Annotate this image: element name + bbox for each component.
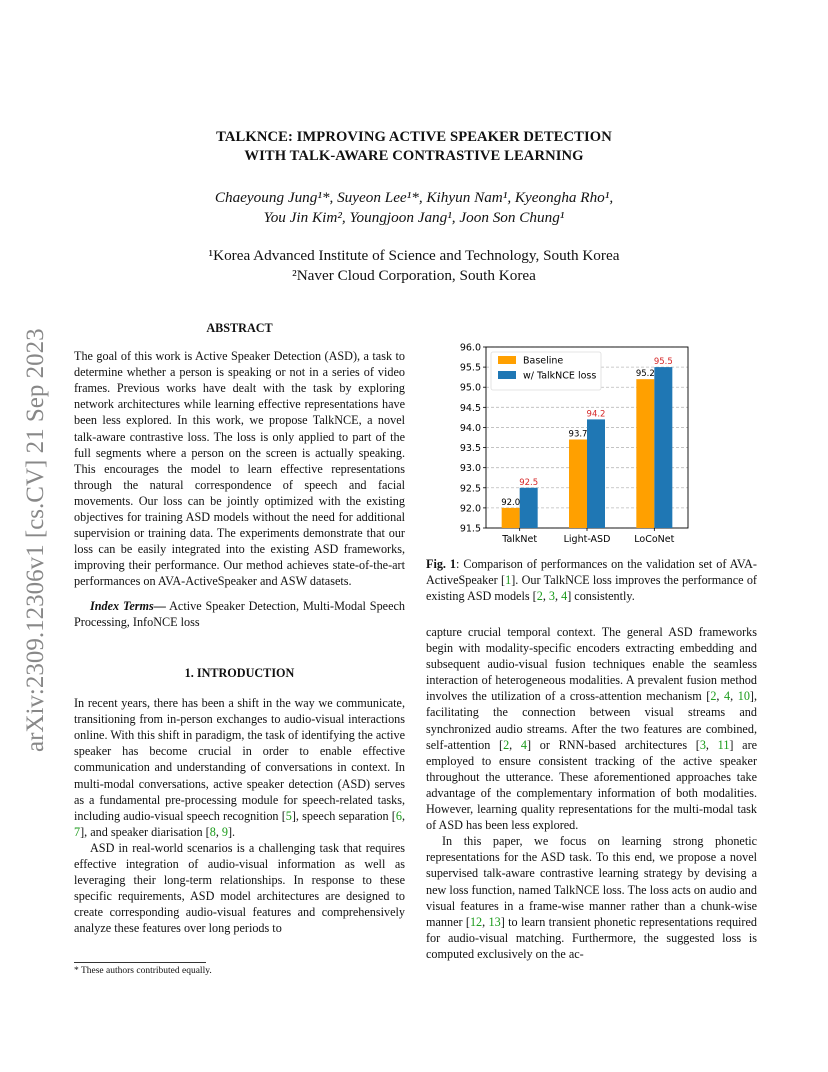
right-paragraph-1: capture crucial temporal context. The general ASD frameworks begin with modality-specific encoders extracting embedding and subsequent audio-visual fusion techniques enable the seamless interaction of heterogeneous modalities. A prevalent fusion method involves the utilization of a cross-attention mechanism [2, 4, 10], facilitating the connection between visual streams and synchronized audio streams. After the two features are combined, self-attention [2, 4] or RNN-based architectures [3, 11] are employed to ensure consistent tracking of the active speaker throughout the utterance. These aforementioned approaches take advantage of the complementary information of both modalities. However, learning quality representations for the multi-modal task of ASD has been less explored. [426,625,758,833]
intro-p1-text-c: ], and speaker diarisation [ [80,824,210,839]
authors [0,188,828,228]
data-label: 92.0 [501,497,521,508]
index-terms-label: Index Terms— [90,598,166,613]
caption-text-a: : Comparison of performances on the validation set of AVA-ActiveSpeaker [ [426,557,757,588]
title-line-1: TALKNCE: IMPROVING ACTIVE SPEAKER DETECTION [216,129,612,145]
index-terms [74,598,405,630]
caption-text-b: ]. Our TalkNCE loss improves the performance of existing ASD models [ [426,573,757,604]
data-label: 95.5 [653,357,673,368]
figure-label: Fig. 1 [426,557,456,571]
y-tick-label: 92.0 [459,503,481,515]
y-tick-label: 93.5 [459,443,481,455]
legend-swatch [498,356,516,364]
y-tick-label: 93.0 [459,463,481,475]
data-label: 95.2 [635,369,655,380]
introduction-section [74,665,405,937]
y-tick-label: 94.5 [459,402,481,414]
intro-p1-text-d: ]. [228,824,236,839]
intro-p1-text-b: ], speech separation [ [291,808,396,823]
affiliation-1: ¹Korea Advanced Institute of Science and Technology, South Korea [208,247,620,264]
citation-r13[interactable]: 13 [488,914,501,929]
legend-label: Baseline [523,355,564,367]
citation-7[interactable]: 7 [74,824,81,839]
bar-baseline [502,508,520,528]
figure-1-chart [426,338,758,548]
arxiv-id: arXiv:2309.12306v1 [cs.CV] 21 Sep 2023 [22,328,49,752]
abstract-section [74,320,405,630]
intro-p1-text-a: In recent years, there has been a shift in the way we communicate, transitioning from in-person exchanges to audio-visual interactions online. With this shift in paradigm, the task of identifying the active speaker has become crucial in order to enable effective communication and understanding of conversations in context. In multi-modal conversations, active speaker detection (ASD) serves as a fundamental pre-processing module for speech-related tasks, including audio-visual speech recognition [ [74,696,405,823]
bar-talknce [520,488,538,528]
intro-heading: 1. INTRODUCTION [184,666,295,680]
right-p1-text-c: ] or RNN-based architectures [ [527,737,700,752]
citation-4[interactable]: 4 [561,589,568,604]
figure-1-caption: Fig. 1: Comparison of performances on the validation set of AVA-ActiveSpeaker [1]. Our TalkNCE loss improves the performance of existing ASD models [2, 3, 4] consistently. [426,557,757,604]
right-column-text [426,624,757,962]
x-tick-label: TalkNet [502,534,538,545]
citation-r10[interactable]: 10 [737,689,750,704]
authors-line-1: Chaeyoung Jung¹*, Suyeon Lee¹*, Kihyun Nam¹, Kyeongha Rho¹, [214,189,614,206]
citation-5[interactable]: 5 [285,808,292,823]
legend-swatch [498,371,516,379]
right-p1-text-a: capture crucial temporal context. The general ASD frameworks begin with modality-specific encoders extracting embedding and subsequent audio-visual fusion techniques enable the seamless interaction of heterogeneous modalities. A prevalent fusion method involves the utilization of a cross-attention mechanism [ [426,625,757,704]
x-tick-label: LoCoNet [634,534,675,545]
citation-2[interactable]: 2 [536,589,543,604]
x-tick-label: Light-ASD [563,534,611,545]
abstract-text: The goal of this work is Active Speaker Detection (ASD), a task to determine whether a person is speaking or not in a series of video frames. Previous works have dealt with the task by exploring network architectures while learning effective representations have been less explored. In this work, we propose TalkNCE, a novel talk-aware contrastive loss. The loss is only applied to part of the full segments where a person on the screen is actually speaking. This encourages the model to learn effective representations through the natural correspondence of speech and facial movements. Our loss can be jointly optimized with the existing objectives for training ASD models without the need for additional supervision or training data. The experiments demonstrate that our loss can be easily integrated into the existing ASD frameworks, improving their performance. Our method achieves state-of-the-art performances on AVA-ActiveSpeaker and ASW datasets. [74,349,405,589]
citation-1[interactable]: 1 [505,573,512,588]
bar-baseline [636,379,654,528]
right-p2-text-a: In this paper, we focus on learning strong phonetic representations for the ASD task. To this end, we propose a novel supervised talk-aware contrastive learning strategy by devising a new loss function, named TalkNCE loss. The loss acts on audio and visual features in a frame-wise manner rather than a chunk-wise manner [ [426,834,757,929]
affiliation-2: ²Naver Cloud Corporation, South Korea [292,267,536,284]
citation-r2[interactable]: 2 [710,689,717,704]
y-tick-label: 94.0 [459,422,481,434]
citation-r12[interactable]: 12 [469,914,483,929]
footnote-rule [74,962,206,963]
citation-r3[interactable]: 3 [699,737,706,752]
bar-talknce [654,367,672,528]
citation-r4b[interactable]: 4 [520,737,527,752]
citation-r11[interactable]: 11 [717,737,730,752]
abstract-heading: ABSTRACT [206,321,273,335]
affiliations [0,246,828,286]
data-label: 93.7 [568,429,588,440]
citation-9[interactable]: 9 [221,824,228,839]
y-tick-label: 95.0 [459,382,481,394]
arxiv-sidebar [13,280,49,760]
bar-chart-svg [426,338,758,548]
y-tick-label: 91.5 [459,523,481,535]
footnote: * These authors contributed equally. [74,966,212,976]
legend-label: w/ TalkNCE loss [523,370,597,382]
authors-line-2: You Jin Kim², Youngjoon Jang¹, Joon Son Chung¹ [263,209,565,226]
y-tick-label: 95.5 [459,362,481,374]
y-tick-label: 92.5 [459,483,481,495]
data-label: 94.2 [586,409,606,420]
citation-3[interactable]: 3 [548,589,555,604]
citation-6[interactable]: 6 [395,808,402,823]
citation-r2b[interactable]: 2 [503,737,510,752]
right-p1-text-d: ] are employed to ensure consistent tracking of the active speaker throughout the utterance. These aforementioned approaches take advantage of the complementary information of both modalities. However, learning quality representations for the multi-modal task of ASD has been less explored. [426,737,758,833]
citation-r4[interactable]: 4 [724,689,731,704]
caption-text-c: ] consistently. [567,589,635,604]
right-p2-text-b: ] to learn transient phonetic representations required for audio-visual matching. Furthermore, the suggested loss is computed exclusively on the ac- [426,914,757,961]
right-p1-text-b: ], facilitating the connection between visual streams and synchronized audio streams. After the two features are combined, self-attention [ [426,689,758,752]
intro-paragraph-1: In recent years, there has been a shift in the way we communicate, transitioning from in-person exchanges to audio-visual interactions online. With this shift in paradigm, the task of identifying the active speaker has become crucial in order to enable effective communication and understanding of conversations in context. In multi-modal conversations, active speaker detection (ASD) serves as a fundamental pre-processing module for speech-related tasks, including audio-visual speech recognition [5], speech separation [6, 7], and speaker diarisation [8, 9]. [74,696,405,839]
data-label: 92.5 [519,477,539,488]
index-terms-text: Active Speaker Detection, Multi-Modal Speech Processing, InfoNCE loss [74,598,405,629]
intro-paragraph-2: ASD in real-world scenarios is a challenging task that requires effective integration of audio-visual information as well as leveraging their long-term relationships. In response to these specific requirements, ASD model architectures are designed to create corresponding audio-visual features and comprehensively analyze these features over long periods to [74,840,405,936]
y-tick-label: 96.0 [459,342,481,354]
bar-baseline [569,440,587,528]
paper-title [0,128,828,166]
right-paragraph-2: In this paper, we focus on learning strong phonetic representations for the ASD task. To this end, we propose a novel supervised talk-aware contrastive learning strategy by devising a new loss function, named TalkNCE loss. The loss acts on audio and visual features in a frame-wise manner rather than a chunk-wise manner [12, 13] to learn transient phonetic representations required for audio-visual matching. Furthermore, the suggested loss is computed exclusively on the ac- [426,834,757,961]
bar-talknce [587,419,605,528]
title-line-2: WITH TALK-AWARE CONTRASTIVE LEARNING [244,148,584,164]
citation-8[interactable]: 8 [209,824,216,839]
